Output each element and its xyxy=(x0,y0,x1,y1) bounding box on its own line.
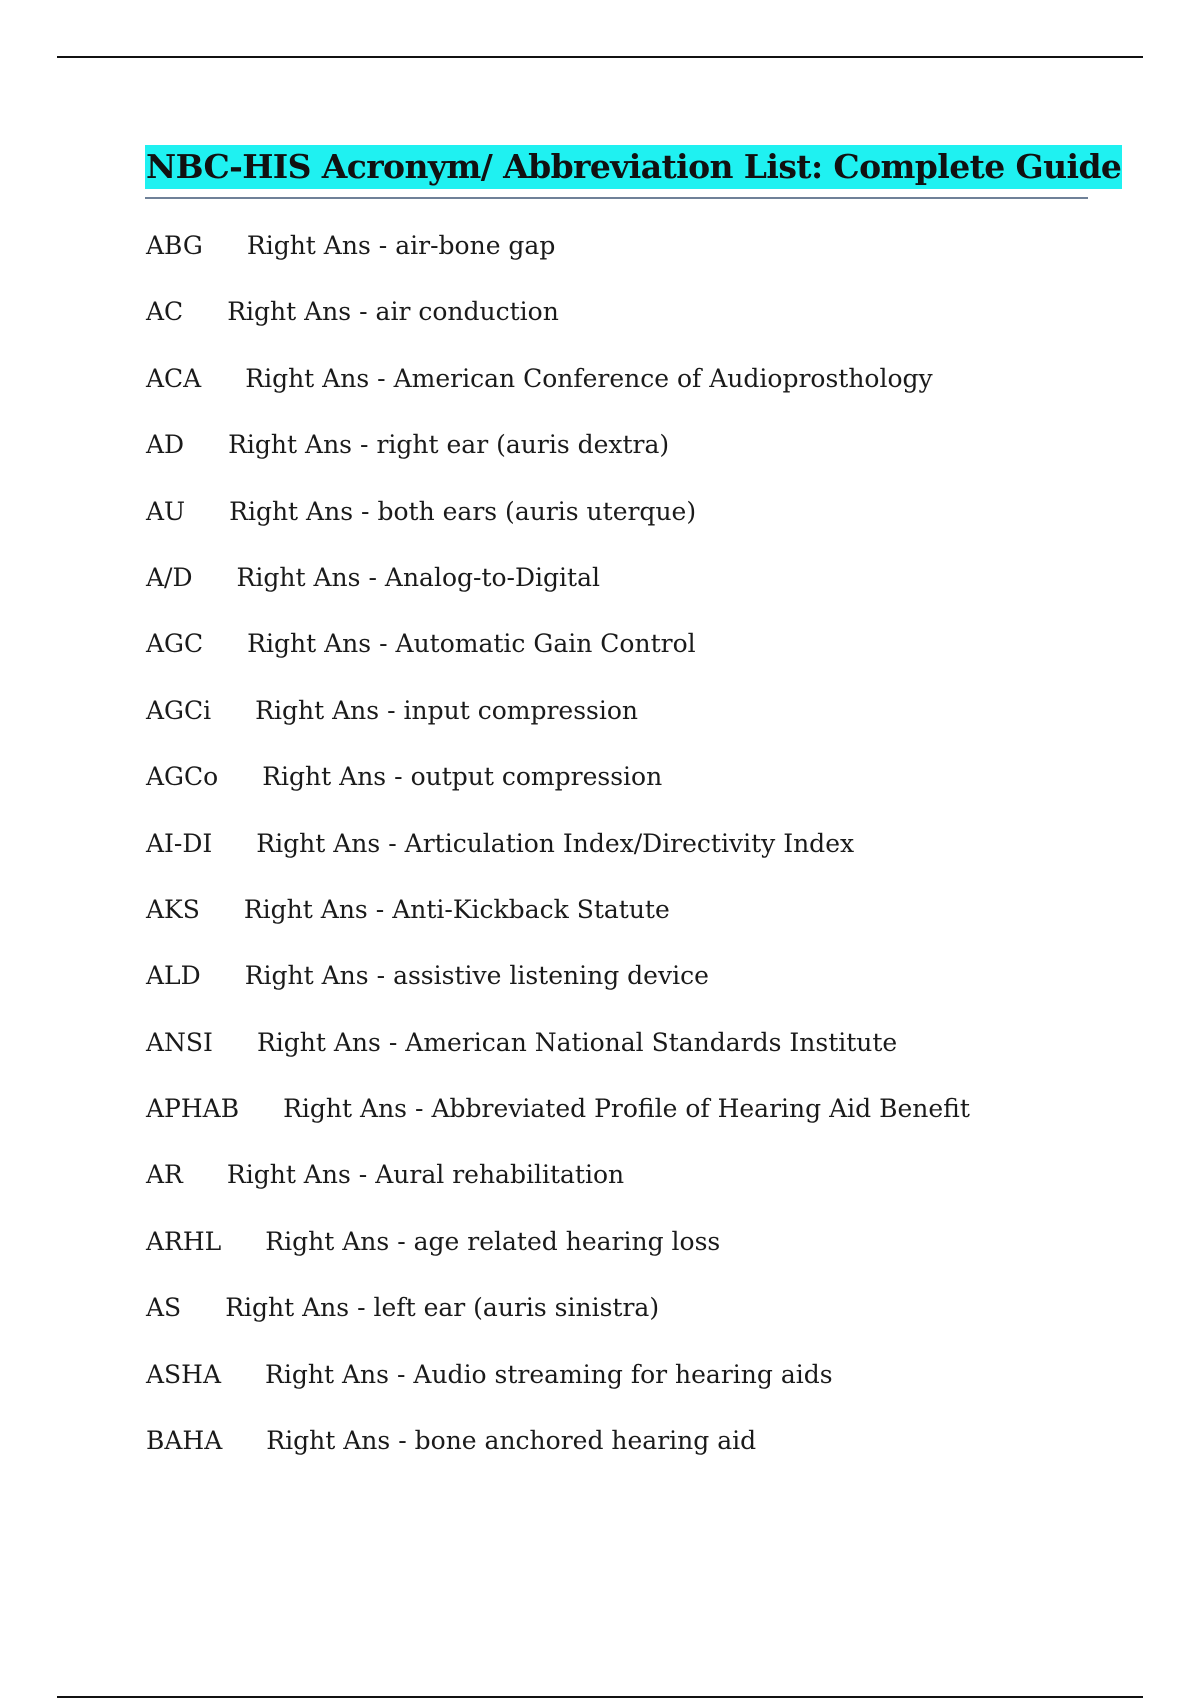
acronym-definition: right ear (auris dextra) xyxy=(376,430,670,460)
answer-prefix: Right Ans xyxy=(228,430,353,460)
answer-separator: - xyxy=(398,1426,407,1456)
page-top-rule xyxy=(57,56,1143,58)
answer-separator: - xyxy=(387,695,396,725)
acronym-term: A/D xyxy=(146,562,193,592)
answer-prefix: Right Ans xyxy=(236,562,361,592)
answer-prefix: Right Ans xyxy=(245,363,370,393)
acronym-term: AI-DI xyxy=(146,828,213,858)
answer-prefix: Right Ans xyxy=(256,828,381,858)
acronym-definition: both ears (auris uterque) xyxy=(377,496,697,526)
list-item xyxy=(146,1421,1146,1487)
acronym-definition: assistive listening device xyxy=(393,961,709,991)
answer-prefix: Right Ans xyxy=(229,496,354,526)
answer-prefix: Right Ans xyxy=(227,297,352,327)
list-item xyxy=(146,492,1146,558)
page-title: NBC-HIS Acronym/ Abbreviation List: Complete Guide xyxy=(145,145,1122,189)
answer-prefix: Right Ans xyxy=(262,762,387,792)
acronym-term: AU xyxy=(146,496,186,526)
list-item xyxy=(146,691,1146,757)
answer-separator: - xyxy=(357,1293,366,1323)
page-bottom-rule xyxy=(57,1696,1143,1698)
answer-prefix: Right Ans xyxy=(247,629,372,659)
acronym-term: AR xyxy=(146,1160,183,1190)
list-item xyxy=(146,624,1146,690)
acronym-definition: output compression xyxy=(410,762,663,792)
acronym-definition: age related hearing loss xyxy=(413,1226,721,1256)
acronym-list xyxy=(146,226,1146,1487)
answer-separator: - xyxy=(388,1027,398,1057)
acronym-definition: Audio streaming for hearing aids xyxy=(413,1359,833,1389)
acronym-term: AGCo xyxy=(146,762,219,792)
answer-separator: - xyxy=(360,430,369,460)
answer-prefix: Right Ans xyxy=(265,1226,390,1256)
answer-prefix: Right Ans xyxy=(256,1027,381,1057)
acronym-definition: input compression xyxy=(403,695,639,725)
list-item xyxy=(146,1023,1146,1089)
acronym-term: AGCi xyxy=(146,695,212,725)
list-item xyxy=(146,359,1146,425)
acronym-term: ABG xyxy=(146,231,203,260)
acronym-term: ACA xyxy=(146,363,202,393)
answer-prefix: Right Ans xyxy=(255,695,380,725)
acronym-term: ALD xyxy=(146,961,201,991)
acronym-definition: Analog-to-Digital xyxy=(384,562,600,592)
answer-separator: - xyxy=(377,363,386,393)
answer-separator: - xyxy=(378,231,388,260)
acronym-definition: American National Standards Institute xyxy=(405,1027,898,1057)
answer-separator: - xyxy=(368,562,377,592)
list-item xyxy=(146,757,1146,823)
list-item xyxy=(146,956,1146,1022)
list-item xyxy=(146,1222,1146,1288)
answer-prefix: Right Ans xyxy=(265,1359,389,1389)
acronym-definition: Articulation Index/Directivity Index xyxy=(404,828,855,858)
acronym-definition: American Conference of Audioprosthology xyxy=(393,363,933,393)
answer-prefix: Right Ans xyxy=(244,961,369,991)
answer-separator: - xyxy=(359,297,368,327)
answer-separator: - xyxy=(375,894,385,924)
acronym-definition: Abbreviated Profile of Hearing Aid Benefit xyxy=(431,1094,970,1124)
title-block xyxy=(145,145,1122,199)
acronym-definition: Automatic Gain Control xyxy=(395,629,696,659)
acronym-term: AC xyxy=(146,297,184,327)
answer-separator: - xyxy=(415,1094,424,1124)
acronym-term: AS xyxy=(146,1293,182,1323)
acronym-definition: Aural rehabilitation xyxy=(375,1160,625,1190)
list-item xyxy=(146,226,1146,292)
list-item xyxy=(146,1288,1146,1354)
acronym-term: APHAB xyxy=(146,1094,240,1124)
acronym-definition: bone anchored hearing aid xyxy=(414,1426,757,1456)
answer-separator: - xyxy=(388,828,397,858)
answer-prefix: Right Ans xyxy=(283,1094,408,1124)
list-item xyxy=(146,1155,1146,1221)
list-item xyxy=(146,890,1146,956)
answer-separator: - xyxy=(358,1160,368,1190)
acronym-term: AKS xyxy=(146,894,200,924)
acronym-definition: air conduction xyxy=(375,297,559,327)
acronym-term: AGC xyxy=(146,629,204,659)
list-item xyxy=(146,425,1146,491)
list-item xyxy=(146,558,1146,624)
acronym-definition: left ear (auris sinistra) xyxy=(373,1293,660,1323)
answer-prefix: Right Ans xyxy=(243,894,368,924)
answer-prefix: Right Ans xyxy=(225,1293,350,1323)
answer-separator: - xyxy=(379,629,388,659)
acronym-definition: air-bone gap xyxy=(395,231,556,260)
list-item xyxy=(146,1355,1146,1421)
answer-separator: - xyxy=(394,762,403,792)
acronym-term: AD xyxy=(146,430,185,460)
answer-separator: - xyxy=(376,961,386,991)
acronym-definition: Anti-Kickback Statute xyxy=(392,894,670,924)
list-item xyxy=(146,824,1146,890)
list-item xyxy=(146,1089,1146,1155)
answer-prefix: Right Ans xyxy=(226,1160,351,1190)
acronym-term: ARHL xyxy=(146,1226,222,1256)
list-item xyxy=(146,292,1146,358)
acronym-term: ASHA xyxy=(146,1359,222,1389)
acronym-term: BAHA xyxy=(146,1426,223,1456)
acronym-term: ANSI xyxy=(146,1027,213,1057)
answer-separator: - xyxy=(361,496,370,526)
answer-prefix: Right Ans xyxy=(246,231,371,260)
answer-prefix: Right Ans xyxy=(266,1426,391,1456)
answer-separator: - xyxy=(397,1226,406,1256)
answer-separator: - xyxy=(396,1359,406,1389)
